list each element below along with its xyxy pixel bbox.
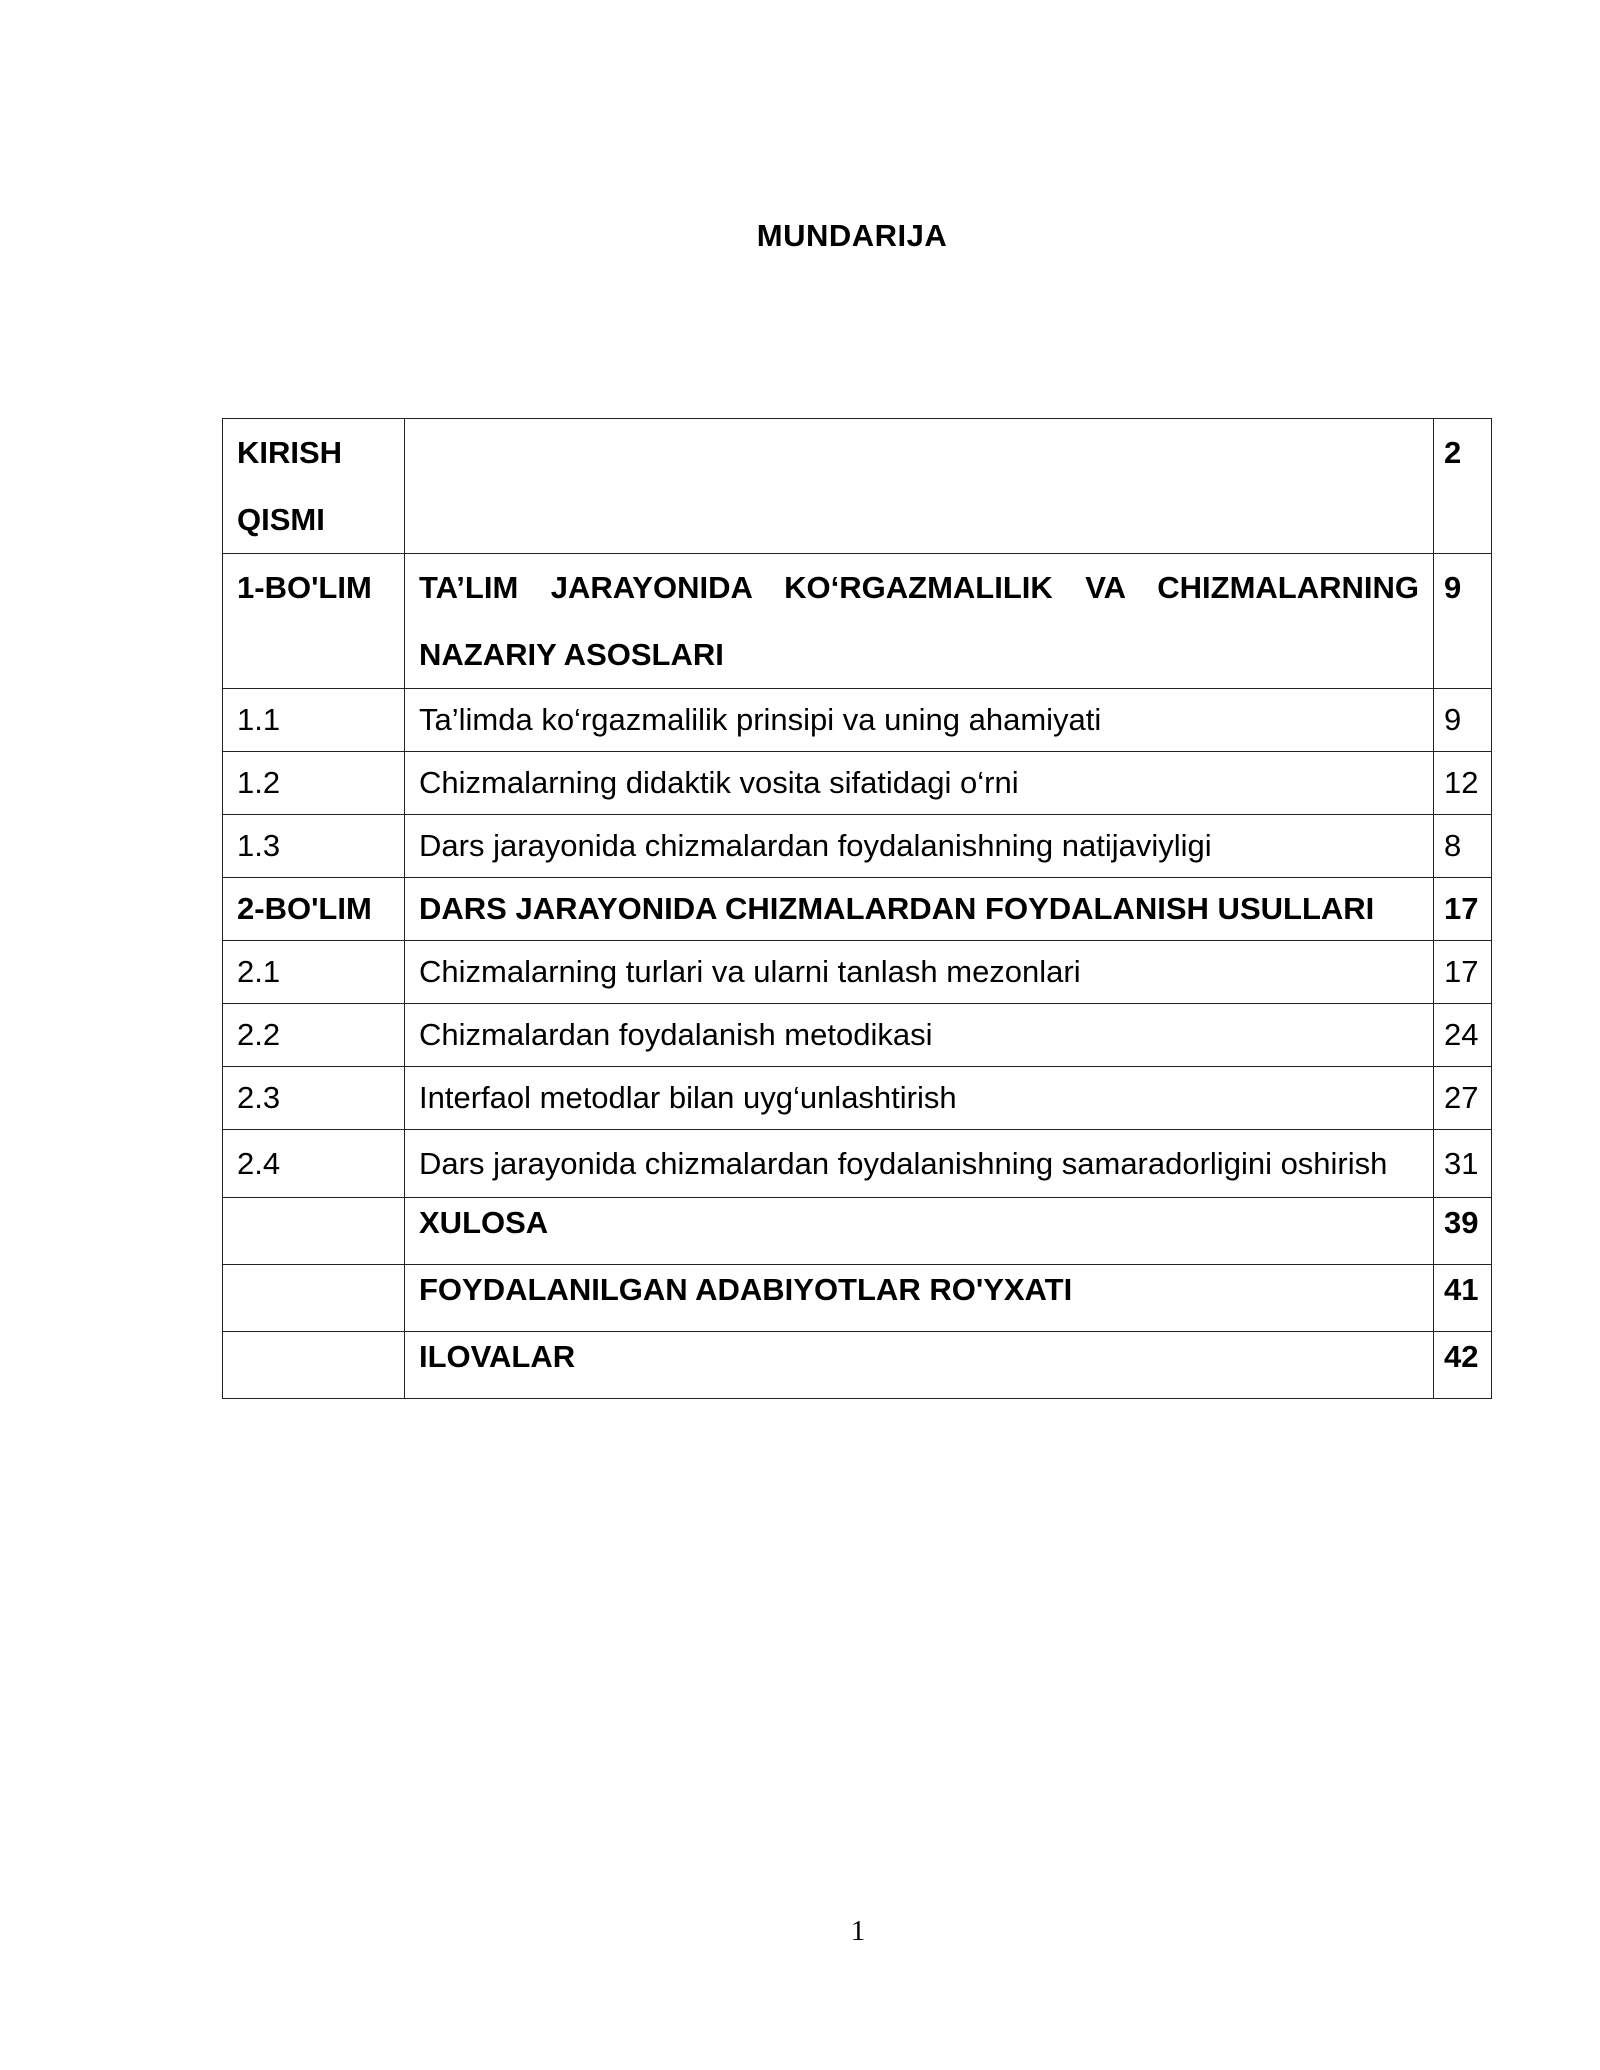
- toc-code: [223, 1198, 405, 1265]
- toc-code: 2.4: [223, 1130, 405, 1198]
- toc-code: 2.2: [223, 1004, 405, 1067]
- toc-row: [223, 1004, 1492, 1067]
- toc-title: TA’LIM JARAYONIDA KO‘RGAZMALILIK VA CHIZMALARNING NAZARIY ASOSLARI: [405, 554, 1434, 689]
- toc-title: FOYDALANILGAN ADABIYOTLAR RO'YXATI: [405, 1265, 1434, 1332]
- toc-row: [223, 689, 1492, 752]
- toc-title: DARS JARAYONIDA CHIZMALARDAN FOYDALANISH USULLARI: [405, 878, 1434, 941]
- toc-code: 1.3: [223, 815, 405, 878]
- toc-title: Chizmalarning didaktik vosita sifatidagi o‘rni: [405, 752, 1434, 815]
- toc-page: 17: [1434, 878, 1492, 941]
- toc-page: 42: [1434, 1332, 1492, 1399]
- toc-page: 27: [1434, 1067, 1492, 1130]
- toc-row-conclusion: [223, 1198, 1492, 1265]
- toc-code: KIRISH QISMI: [223, 419, 405, 554]
- toc-title: [405, 419, 1434, 554]
- toc-page: 41: [1434, 1265, 1492, 1332]
- toc-code: 2.1: [223, 941, 405, 1004]
- page-title: MUNDARIJA: [756, 218, 948, 253]
- toc-title: Ta’limda ko‘rgazmalilik prinsipi va uning ahamiyati: [405, 689, 1434, 752]
- toc-page: 24: [1434, 1004, 1492, 1067]
- toc-row: [223, 815, 1492, 878]
- toc-row: [223, 752, 1492, 815]
- toc-title: XULOSA: [405, 1198, 1434, 1265]
- toc-page: 9: [1434, 554, 1492, 689]
- toc-code: 2-BO'LIM: [223, 878, 405, 941]
- toc-row-appendices: [223, 1332, 1492, 1399]
- toc-code: 1.1: [223, 689, 405, 752]
- toc-title: Dars jarayonida chizmalardan foydalanishning natijaviyligi: [405, 815, 1434, 878]
- toc-row-kirish: [223, 419, 1492, 554]
- toc-code: [223, 1265, 405, 1332]
- toc-row-section-1: [223, 554, 1492, 689]
- toc-title: Interfaol metodlar bilan uyg‘unlashtirish: [405, 1067, 1434, 1130]
- toc-row-section-2: [223, 878, 1492, 941]
- toc-title: Dars jarayonida chizmalardan foydalanishning samaradorligini oshirish: [405, 1130, 1434, 1198]
- toc-code: [223, 1332, 405, 1399]
- toc-page: 39: [1434, 1198, 1492, 1265]
- toc-page: 17: [1434, 941, 1492, 1004]
- toc-page: 31: [1434, 1130, 1492, 1198]
- toc-code: 2.3: [223, 1067, 405, 1130]
- toc-title: Chizmalarning turlari va ularni tanlash mezonlari: [405, 941, 1434, 1004]
- toc-page: 8: [1434, 815, 1492, 878]
- page-number: 1: [850, 1915, 866, 1947]
- toc-title: ILOVALAR: [405, 1332, 1434, 1399]
- toc-code: 1-BO'LIM: [223, 554, 405, 689]
- toc-title: Chizmalardan foydalanish metodikasi: [405, 1004, 1434, 1067]
- table-of-contents: [222, 418, 1492, 1399]
- toc-row: [223, 1067, 1492, 1130]
- toc-page: 2: [1434, 419, 1492, 554]
- toc-row: [223, 941, 1492, 1004]
- toc-page: 9: [1434, 689, 1492, 752]
- toc-page: 12: [1434, 752, 1492, 815]
- toc-row-references: [223, 1265, 1492, 1332]
- toc-row: [223, 1130, 1492, 1198]
- toc-code: 1.2: [223, 752, 405, 815]
